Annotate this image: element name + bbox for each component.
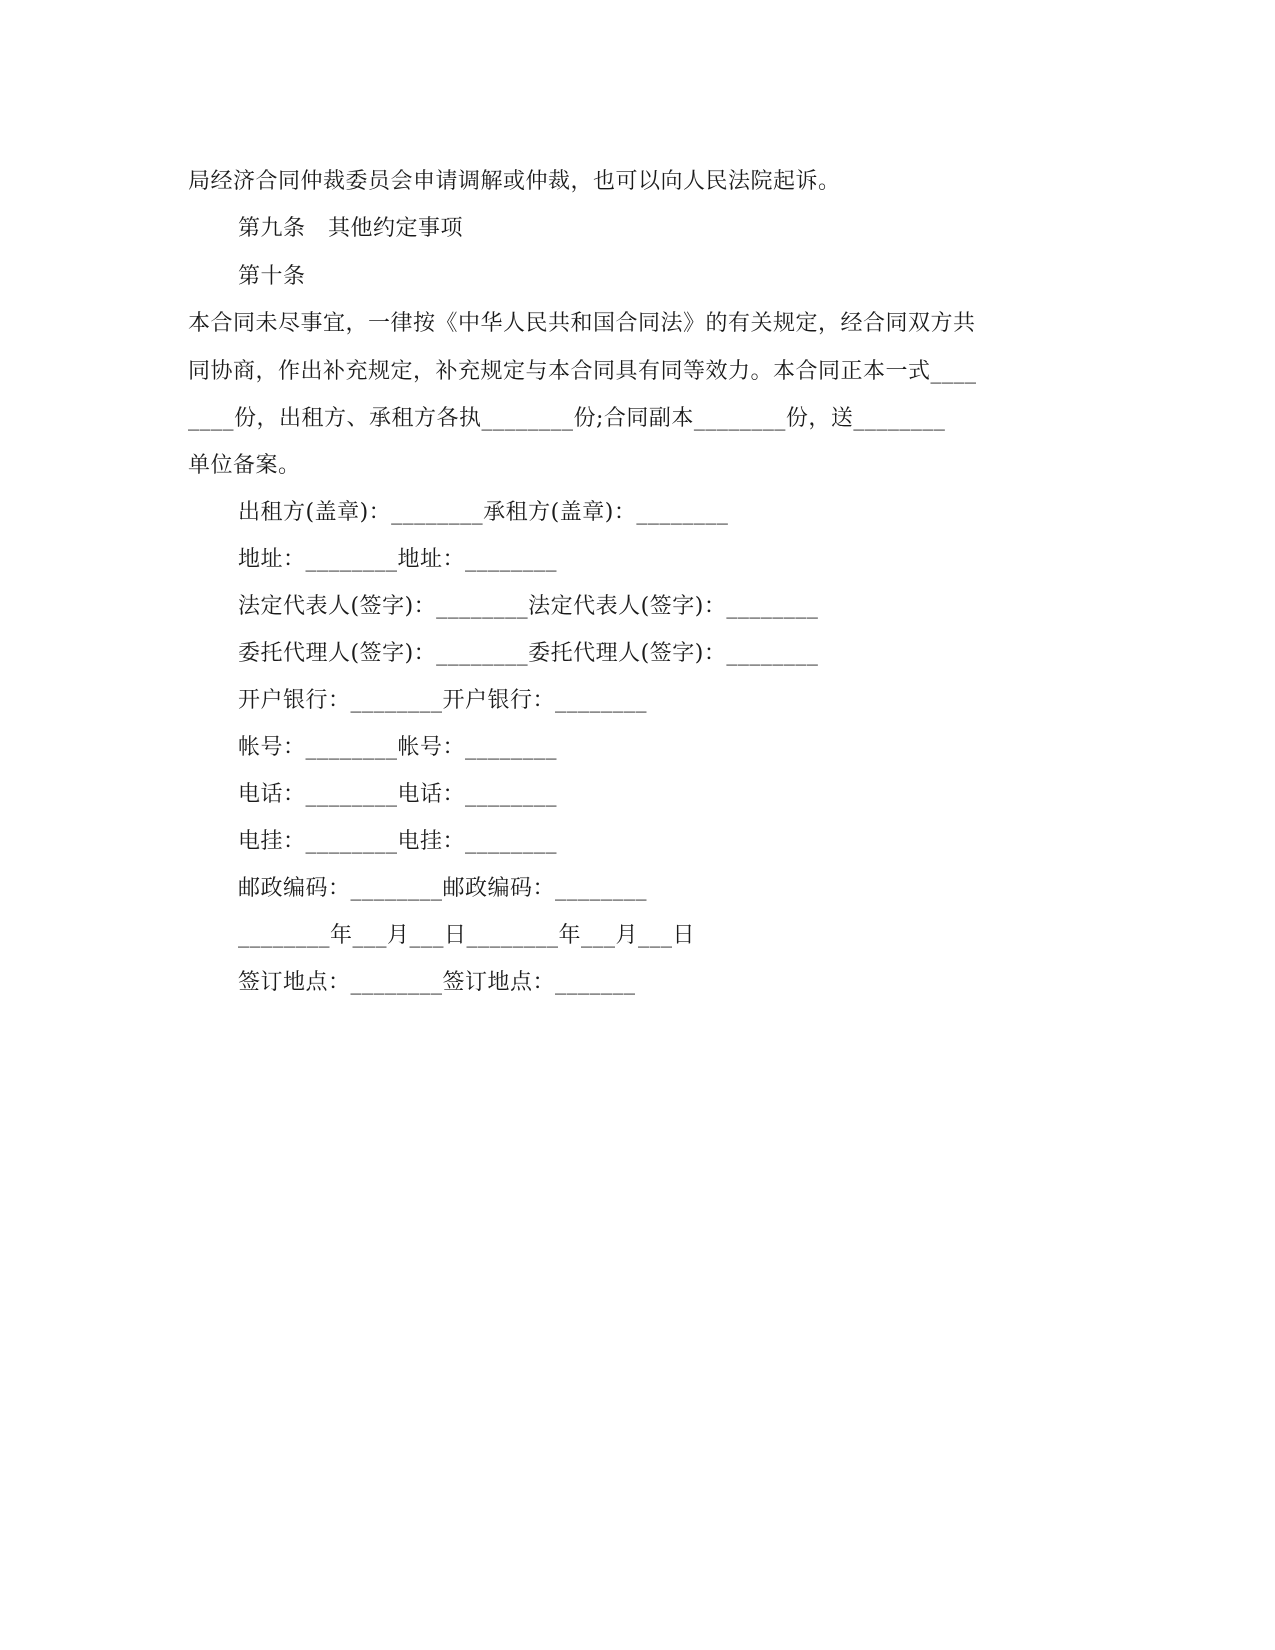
account-row: 帐号：________帐号：________ — [238, 735, 558, 760]
article-9-heading: 第九条 其他约定事项 — [238, 216, 464, 241]
lessor-lessee-seal-row: 出租方(盖章)：________承租方(盖章)：________ — [238, 500, 729, 525]
paragraph-line: 同协商，作出补充规定，补充规定与本合同具有同等效力。本合同正本一式____ — [188, 359, 977, 384]
date-row: ________年___月___日________年___月___日 — [238, 923, 696, 948]
paragraph-arbitration-end: 局经济合同仲裁委员会申请调解或仲裁，也可以向人民法院起诉。 — [188, 169, 841, 194]
phone-row: 电话：________电话：________ — [238, 782, 558, 807]
telegraph-row: 电挂：________电挂：________ — [238, 829, 558, 854]
paragraph-line: ____份，出租方、承租方各执________份;合同副本________份，送________ — [188, 406, 946, 431]
paragraph-line: 单位备案。 — [188, 453, 301, 478]
paragraph-line: 本合同未尽事宜，一律按《中华人民共和国合同法》的有关规定，经合同双方共 — [188, 311, 976, 336]
bank-row: 开户银行：________开户银行：________ — [238, 688, 648, 713]
address-row: 地址：________地址：________ — [238, 547, 558, 572]
article-10-heading: 第十条 — [238, 264, 306, 289]
postal-code-row: 邮政编码：________邮政编码：________ — [238, 876, 648, 901]
authorized-agent-row: 委托代理人(签字)：________委托代理人(签字)：________ — [238, 641, 819, 666]
signing-location-row: 签订地点：________签订地点：_______ — [238, 970, 636, 995]
legal-representative-row: 法定代表人(签字)：________法定代表人(签字)：________ — [238, 594, 819, 619]
